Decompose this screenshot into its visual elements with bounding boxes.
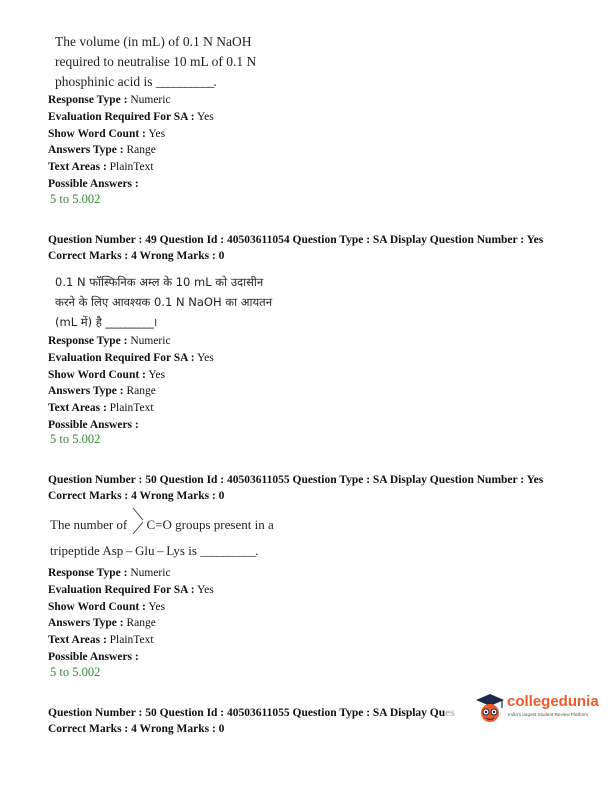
possible-answers-row: Possible Answers :	[48, 418, 139, 431]
carbonyl-group: C=O	[131, 512, 172, 538]
possible-answers-row: Possible Answers :	[48, 177, 139, 190]
q50-metadata	[48, 565, 214, 666]
q48-line-2: required to neutralise 10 mL of 0.1 N	[55, 54, 257, 69]
q49-header	[48, 232, 608, 264]
show-word-count-row: Show Word Count : Yes	[48, 127, 166, 140]
q49-header-line-2: Correct Marks : 4 Wrong Marks : 0	[48, 250, 225, 262]
text-areas-row: Text Areas : PlainText	[48, 634, 154, 647]
q48-metadata	[48, 92, 214, 193]
q50-answer: 5 to 5.002	[50, 665, 101, 679]
q49-header-line-1: Question Number : 49 Question Id : 40503611054 Question Type : SA Display Question Number : Yes	[48, 234, 544, 246]
question-50-text	[50, 512, 274, 564]
evaluation-required-row: Evaluation Required For SA : Yes	[48, 110, 214, 123]
q50-header-line-2: Correct Marks : 4 Wrong Marks : 0	[48, 490, 225, 502]
q48-line-3: phosphinic acid is __________.	[55, 74, 217, 89]
q48-answer: 5 to 5.002	[50, 192, 101, 206]
q49-metadata	[48, 333, 214, 434]
logo-wordmark: collegedunia	[507, 693, 599, 710]
q50-header-line-1: Question Number : 50 Question Id : 40503611055 Question Type : SA Display Question Number : Yes	[48, 474, 544, 486]
response-type-row: Response Type : Numeric	[48, 567, 171, 579]
graduate-mascot-icon	[475, 692, 505, 726]
q50b-header	[48, 705, 478, 737]
logo-tagline: India's largest Student Review Platform	[508, 712, 589, 717]
q49-line-2: करने के लिए आवश्यक 0.1 N NaOH का आयतन	[55, 295, 273, 309]
carbon-bonds-icon	[131, 506, 147, 536]
q50-header	[48, 472, 608, 504]
possible-answers-row: Possible Answers :	[48, 650, 139, 663]
q50-line-2: tripeptide Asp – Glu – Lys is __________.	[50, 543, 259, 558]
q50b-header-line-1: Question Number : 50 Question Id : 40503611055 Question Type : SA Display Ques	[48, 707, 455, 719]
answers-type-row: Answers Type : Range	[48, 617, 156, 630]
show-word-count-row: Show Word Count : Yes	[48, 368, 166, 381]
q49-line-1: 0.1 N फॉस्फिनिक अम्ल के 10 mL को उदासीन	[55, 275, 264, 289]
text-areas-row: Text Areas : PlainText	[48, 161, 154, 174]
q50b-header-line-2: Correct Marks : 4 Wrong Marks : 0	[48, 723, 225, 735]
question-49-text	[55, 272, 272, 332]
evaluation-required-row: Evaluation Required For SA : Yes	[48, 351, 214, 364]
q50-line-1: The number of C=O groups present in a	[50, 512, 274, 538]
text-areas-row: Text Areas : PlainText	[48, 402, 154, 415]
question-48-text	[55, 32, 256, 92]
q48-line-1: The volume (in mL) of 0.1 N NaOH	[55, 34, 252, 49]
answers-type-row: Answers Type : Range	[48, 385, 156, 398]
response-type-row: Response Type : Numeric	[48, 94, 171, 106]
show-word-count-row: Show Word Count : Yes	[48, 600, 166, 613]
evaluation-required-row: Evaluation Required For SA : Yes	[48, 583, 214, 596]
response-type-row: Response Type : Numeric	[48, 335, 171, 347]
q49-answer: 5 to 5.002	[50, 432, 101, 446]
answers-type-row: Answers Type : Range	[48, 144, 156, 157]
q49-line-3: (mL में) है __________।	[55, 315, 158, 329]
collegedunia-logo	[475, 690, 607, 730]
